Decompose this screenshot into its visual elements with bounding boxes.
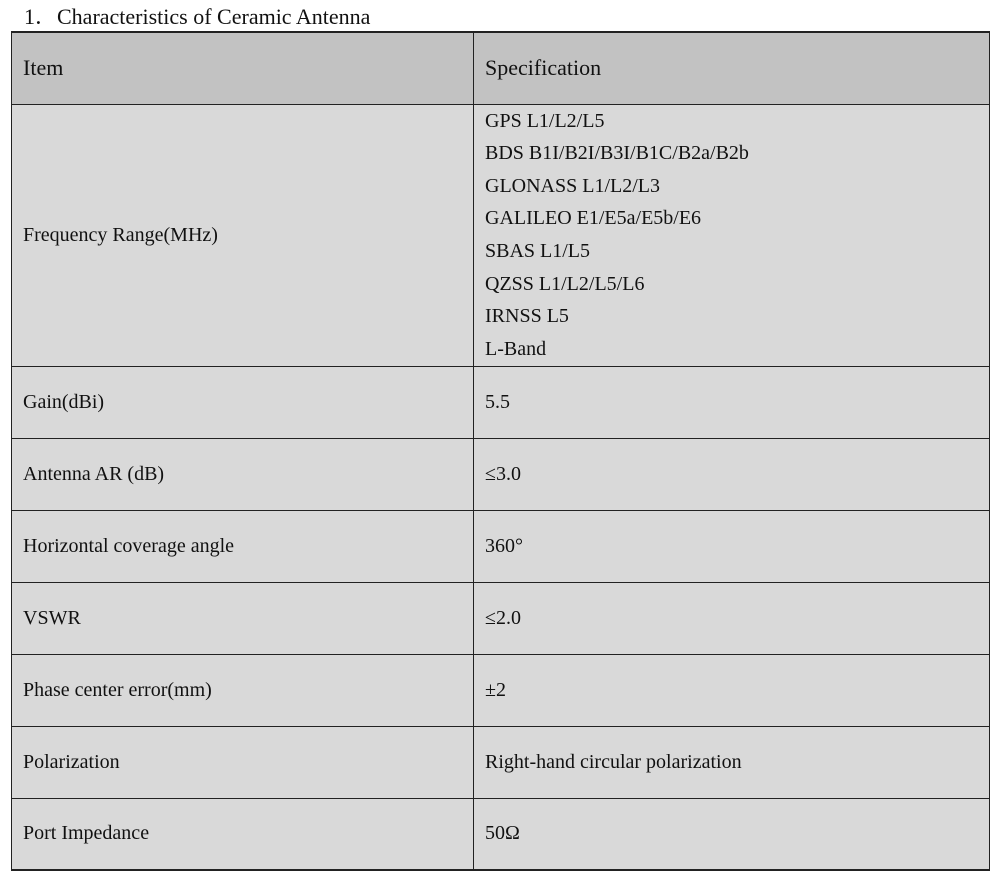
table-row-port-impedance bbox=[12, 798, 990, 870]
specification-cell bbox=[474, 104, 990, 366]
frequency-band: L-Band bbox=[485, 337, 547, 360]
item-cell: Frequency Range(MHz) bbox=[12, 104, 474, 366]
specification-cell: ±2 bbox=[474, 654, 990, 726]
section-heading: 1．Characteristics of Ceramic Antenna bbox=[24, 4, 371, 29]
table-row-axial-ratio bbox=[12, 438, 990, 510]
item-cell: Port Impedance bbox=[12, 798, 474, 870]
table-row-polarization bbox=[12, 726, 990, 798]
frequency-band: SBAS L1/L5 bbox=[485, 240, 591, 262]
frequency-band: BDS B1I/B2I/B3I/B1C/B2a/B2b bbox=[485, 142, 749, 165]
item-cell: Polarization bbox=[12, 726, 474, 798]
frequency-band: GLONASS L1/L2/L3 bbox=[485, 174, 660, 197]
item-cell: VSWR bbox=[12, 582, 474, 654]
item-cell: Horizontal coverage angle bbox=[12, 510, 474, 582]
specification-cell: ≤3.0 bbox=[474, 438, 990, 510]
specification-cell: ≤2.0 bbox=[474, 582, 990, 654]
item-cell: Antenna AR (dB) bbox=[12, 438, 474, 510]
frequency-band-list bbox=[485, 105, 978, 366]
table-row-gain bbox=[12, 366, 990, 438]
specification-cell: 50Ω bbox=[474, 798, 990, 870]
table-header-row bbox=[12, 32, 990, 104]
frequency-band: QZSS L1/L2/L5/L6 bbox=[485, 272, 645, 295]
table-row-vswr bbox=[12, 582, 990, 654]
frequency-band: GPS L1/L2/L5 bbox=[485, 109, 605, 132]
table-row-coverage-angle bbox=[12, 510, 990, 582]
item-cell: Gain(dBi) bbox=[12, 366, 474, 438]
item-cell: Phase center error(mm) bbox=[12, 654, 474, 726]
table-row-frequency-range bbox=[12, 104, 990, 366]
frequency-band: GALILEO E1/E5a/E5b/E6 bbox=[485, 207, 702, 230]
specification-cell: Right-hand circular polarization bbox=[474, 726, 990, 798]
column-header-item: Item bbox=[12, 32, 474, 104]
table-row-phase-center-error bbox=[12, 654, 990, 726]
specification-cell: 5.5 bbox=[474, 366, 990, 438]
specification-cell: 360° bbox=[474, 510, 990, 582]
column-header-specification: Specification bbox=[474, 32, 990, 104]
characteristics-table bbox=[11, 31, 990, 871]
frequency-band: IRNSS L5 bbox=[485, 305, 569, 328]
